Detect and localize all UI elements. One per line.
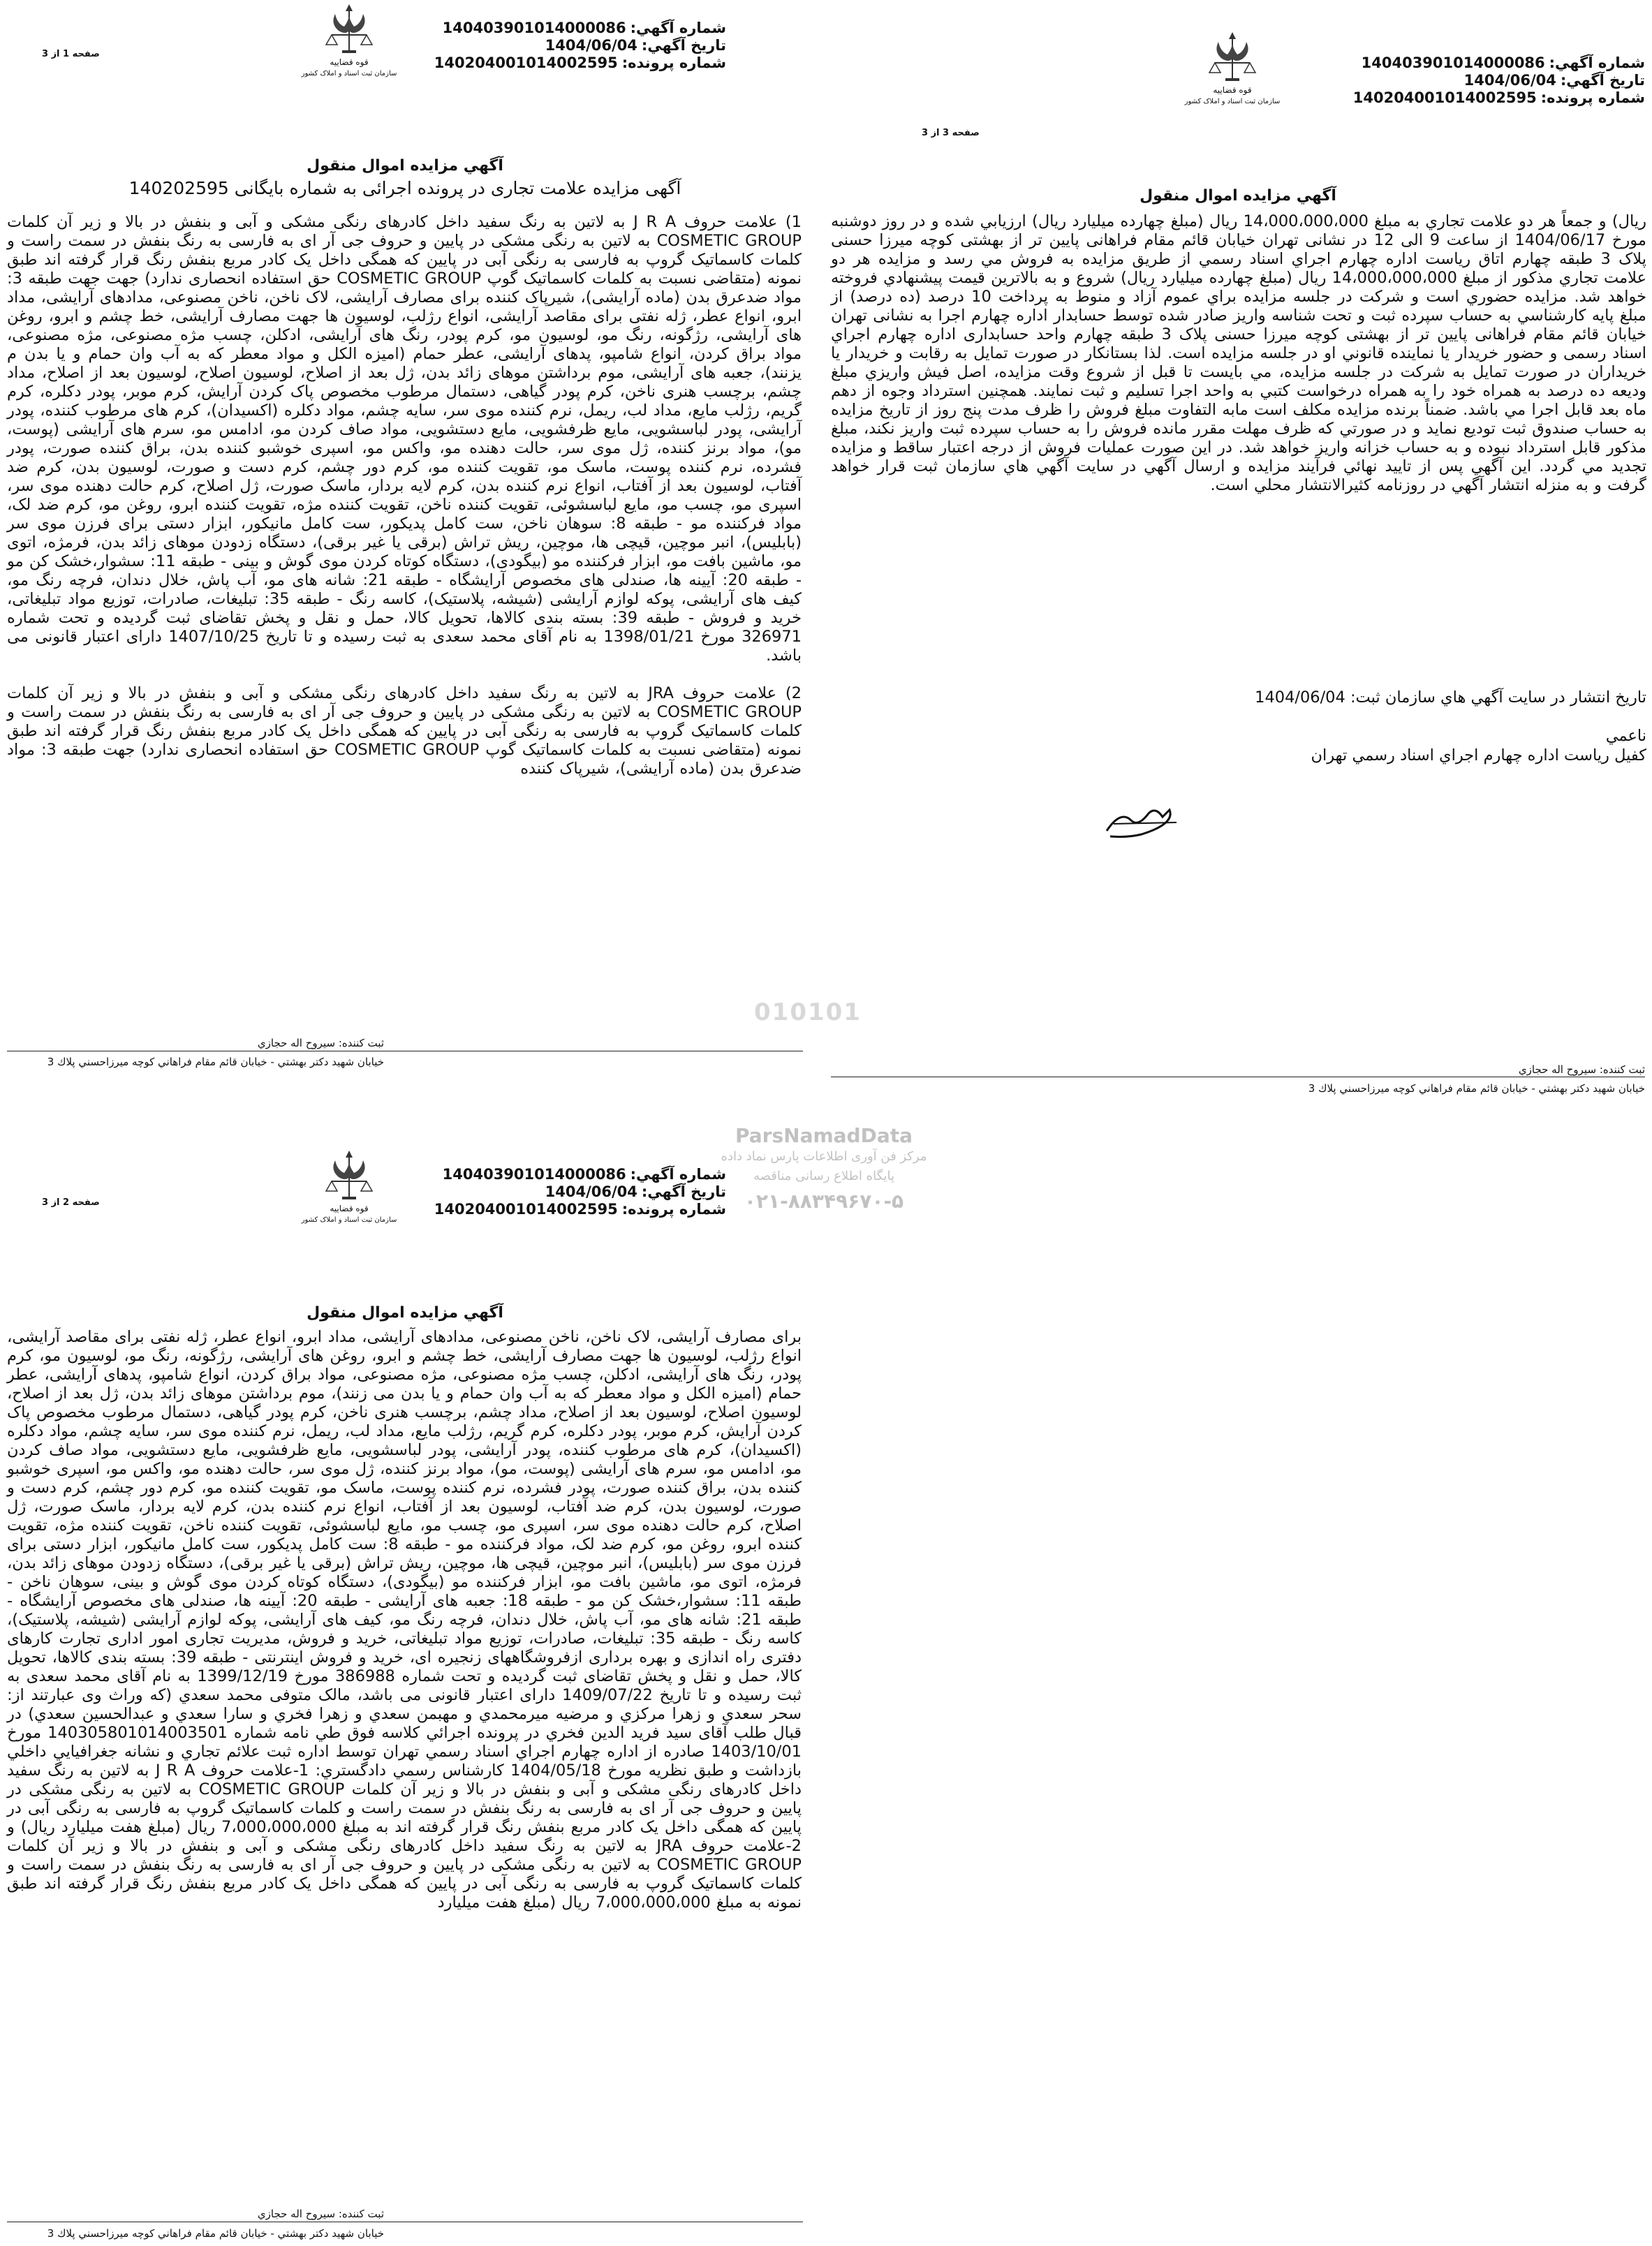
paragraph-1: برای مصارف آرایشی، لاک ناخن، ناخن مصنوعی، مدادهای آرایشی، مداد ابرو، انواع عطر، ژله نفتی برای مقاصد آرایشی، انواع رژلب، لوسیون ها جهت مصارف آرایشی، خط چشم و ابرو، روغن های آرایشی، رژگونه، رنگ مو، لوسیون مو، کرم پودر، رنگ های آرایشی، ادکلن، چسب مژه مصنوعی، مژه مصنوعی، مواد براق کردن، انواع شامپو، پدهای آرایشی، عطر حمام (امیزه الکل و مواد معطر که به آب وان حمام و یا بدن می زنند)، موم برداشتن موهای زائد بدن، ژل بعد از اصلاح، لوسیون اصلاح، لوسیون بعد از اصلاح، مداد چشم، برچسب هنری ناخن، کرم پودر گیاهی، دستمال مرطوب مخصوص پاک کردن آرایش، کرم موبر، پودر دکلره، کرم گریم، رژلب مایع، مداد لب، ریمل، نرم کننده موی سر، سایه چشم، مواد دکلره (اکسیدان)، کرم های مرطوب کننده، پودر آرایشی، پودر لباسشویی، مایع ظرفشویی، مایع دستشویی، مواد صاف کردن مو، ادامس مو، سرم های آرایشی (پوست، مو)، مواد برنز کننده، ژل موی سر، حالت دهنده مو، واکس مو، اسپری خوشبو کننده بدن، براق کننده صورت، پودر فشرده، نرم کننده پوست، ماسک مو، تقویت کننده مو، کرم دور چشم، کرم دست و صورت، لوسیون بدن، کرم ضد آفتاب، لوسیون بعد از آفتاب، انواع نرم کننده بدن، کرم لایه بردار، ماسک صورت، ژل اصلاح، کرم حالت دهنده موی سر، اسپری مو، چسب مو، مایع لباسشوئی، تقویت کننده ناخن، تقویت کننده مژه، تقویت کننده ابرو، روغن مو، کرم ضد لک، مواد فرکننده مو - طبقه 8: ست کامل پدیکور، ست کامل مانیکور، ابزار دستی برای فرزن موی سر (بابلیس)، انبر موچین، قیچی ها، موچین، ریش تراش (برقی یا غیر برقی)، دستگاه زدودن موهای زائد بدن، فرمژه، اتوی مو، ماشین بافت مو، ابزار فرکننده مو (بیگودی)، دستگاه کوتاه کردن موی گوش و بینی، سوهان ناخن - طبقه 11: سشوار،خشک کن مو - طبقه 18: جعبه های آرایشی - طبقه 20: آیینه ها، صندلی های مخصوص آرایشگاه - طبقه 21: شانه های مو، آب پاش، خلال دندان، فرچه رنگ مو، کیف های آرایشی، پوکه لوازم آرایشی (شیشه، پلاستیک)، کاسه رنگ - طبقه 35: تبلیغات، صادرات، توزیع مواد تبلیغاتی، خرید و فروش، مدیریت تجاری امور اداری تجارت کارهای دفتری راه اندازی و بهره برداری ازفروشگاههای زنجیره ای، خرید و فروش اینترنتی - طبقه 39: بسته بندی کالاها، تحویل کالا، حمل و نقل و پخش تقاضای ثبت گردیده و تحت شماره 386988 مورخ 1399/12/19 به نام آقای محمد سعدی به ثبت رسیده و تا تاریخ 1409/07/22 دارای اعتبار قانونی می باشد، مالک متوفی محمد سعدي (كه وراث وی عبارتند از: سحر سعدي و زهرا مرکزي و مرضيه ميرمحمدي و مهبمن سعدي و زهرا فخري و سارا سعدي و عبدالحسين سعدي) در قبال طلب آقای سید فريد الدين فخري در پرونده اجرائي كلاسه فوق طي نامه شماره 140305801014003501 مورخ 1403/10/01 صادره از اداره چهارم اجراي اسناد رسمي تهران توسط اداره ثبت علائم تجاري و نشانه جغرافيايي داخلي بازداشت و طبق نظريه مورخ 1404/05/18 كارشناس رسمي دادگستري: 1-علامت حروف J R A به لاتین به رنگ سفید داخل کادرهای رنگی مشکی و آبی و بنفش در بالا و زیر آن کلمات COSMETIC GROUP به لاتین به رنگی مشکی در پایین و حروف جی آر ای به فارسی به رنگ بنفش در سمت راست و کلمات کاسماتیک گروپ به فارسی به رنگی آبی در پایین که همگی داخل یک کادر مربع بنفش رنگ قرار گرفته اند به مبلغ 7،000،000،000 ريال (مبلغ هفت ميليارد ريال) و 2-علامت حروف JRA به لاتین به رنگ سفید داخل کادرهای رنگی مشکی و آبی و بنفش در بالا و زیر آن کلمات COSMETIC GROUP به لاتین به رنگی مشکی در پایین و حروف جی آر ای به فارسی به رنگ بنفش در سمت راست و کلمات کاسماتیک گروپ به فارسی به رنگی آبی در پایین که همگی داخل یک کادر مربع بنفش رنگ قرار گرفته اند طبق نمونه به مبلغ 7،000،000،000 ريال (مبلغ هفت ميليارد [7,1328,802,1912]
paragraph-1: 1) علامت حروف J R A به لاتین به رنگ سفید داخل کادرهای رنگی مشکی و آبی و بنفش در بالا و زیر آن کلمات COSMETIC GROUP به لاتین به رنگی مشکی در پایین و حروف جی آر ای به فارسی به رنگ بنفش در سمت راست و کلمات کاسماتیک گروپ به فارسی به رنگی آبی در پایین که همگی داخل یک کادر مربع بنفش رنگ قرار گرفته اند طبق نمونه (متقاضی نسبت به کلمات کاسماتیک گوپ COSMETIC GROUP حق استفاده انحصاری ندارد) جهت جهت طبقه 3: مواد ضدعرق بدن (ماده آرایشی)، شیرپاک کننده برای مصارف آرایشی، لاک ناخن، ناخن مصنوعی، مدادهای آرایشی، مداد ابرو، انواع عطر، ژله نفتی برای مقاصد آرایشی، انواع رژلب، لوسیون ها جهت مصارف آرایشی، خط چشم و ابرو، روغن های آرایشی، رژگونه، رنگ مو، لوسیون مو، کرم پودر، رنگ های آرایشی، ادکلن، چسب مژه مصنوعی، مژه مصنوعی، مواد براق کردن، انواع شامپو، پدهای آرایشی، عطر حمام (امیزه الکل و مواد معطر که به آب وان حمام و یا بدن م یزنند)، جعبه های آرایشی، موم برداشتن موهای زائد بدن، ژل بعد از اصلاح، لوسیون اصلاح، لوسیون بعد از اصلاح، مداد چشم، برچسب هنری ناخن، کرم پودر گیاهی، دستمال مرطوب مخصوص پاک کردن آرایش، کرم موبر، پودر دکلره، کرم گریم، رژلب مایع، مداد لب، ریمل، نرم کننده موی سر، سایه چشم، مواد دکلره (اکسیدان)، کرم های مرطوب کننده، پودر آرایشی، پودر لباسشویی، مایع ظرفشویی، مایع دستشویی، مواد صاف کردن مو، ادامس مو، سرم های آرایشی (پوست، مو)، مواد برنز کننده، ژل موی سر، حالت دهنده مو، واکس مو، اسپری خوشبو کننده بدن، براق کننده صورت، پودر فشرده، نرم کننده پوست، ماسک مو، تقویت کننده مو، کرم دور چشم، کرم دست و صورت، لوسیون بدن، کرم ضد آفتاب، لوسیون بعد از آفتاب، انواع نرم کننده بدن، کرم لایه بردار، ماسک صورت، ژل اصلاح، کرم حالت دهنده موی سر، اسپری مو، چسب مو، مایع لباسشوئی، تقویت کننده ناخن، تقویت کننده مژه، تقویت کننده ابرو، روغن مو، کرم ضد لک، مواد فرکننده مو - طبقه 8: سوهان ناخن، ست کامل پدیکور، ست کامل مانیکور، ابزار دستی برای فرزن موی سر (بابلیس)، انبر موچین، قیچی ها، موچین، ریش تراش (برقی یا غیر برقی)، دستگاه زدودن موهای زائد بدن، فرمژه، اتوی مو، ماشین بافت مو، ابزار فرکننده مو (بیگودی)، دستگاه کوتاه کردن موی گوش و بینی - طبقه 11: سشوار،خشک کن مو - طبقه 20: آیینه ها، صندلی های مخصوص آرایشگاه - طبقه 21: شانه های مو، آب پاش، خلال دندان، فرچه رنگ مو، کیف های آرایشی، پوکه لوازم آرایشی (شیشه، پلاستیک)، کاسه رنگ - طبقه 35: تبلیغات، صادرات، توزیع مواد تبلیغاتی، خرید و فروش - طبقه 39: بسته بندی کالاها، تحویل کالا، حمل و نقل و پخش تقاضای ثبت گردیده و تحت شماره 326971 مورخ 1398/01/21 به نام آقای محمد سعدی به ثبت رسیده و تا تاریخ 1407/10/25 دارای اعتبار قانونی می باشد. [7,213,802,665]
footer-address: خيابان شهيد دكتر بهشتي - خيابان قائم مقام فراهاني كوچه ميرزاحسني پلاك 3 [1308,1082,1645,1095]
judiciary-caption: قوه قضاییه [330,1204,369,1213]
watermark-brand: ParsNamadData [735,1124,913,1147]
header-fields [434,20,726,72]
notice-title: آگهي مزايده اموال منقول [307,157,503,175]
page-3-panel [824,0,1652,1103]
case-number-label: شماره پرونده: [1540,89,1645,106]
signer-title: كفيل رياست اداره چهارم اجراي اسناد رسمي تهران [1311,746,1646,764]
registrar [258,2208,384,2220]
ad-date-label: تاريخ آگهي: [1560,72,1645,89]
case-number-label: شماره پرونده: [621,1201,726,1218]
notice-title: آگهي مزايده اموال منقول [1140,187,1336,205]
header-fields [1352,54,1645,107]
watermark-digits: 010101 [754,998,862,1026]
registrar-name: سيروح اله حجازي [1518,1063,1597,1076]
registrar-label: ثبت كننده: [338,2208,384,2220]
publish-info [1255,688,1646,707]
watermark-line-1: مرکز فن آوری اطلاعات پارس نماد داده [721,1149,927,1164]
ad-number: 140403901014000086 [1361,54,1545,71]
signature-icon [1100,796,1183,845]
notice-body [7,1328,802,1931]
publish-date: 1404/06/04 [1255,688,1345,707]
ad-date-label: تاريخ آگهي: [641,37,726,54]
judiciary-caption: قوه قضاییه [330,57,369,67]
registrar-label: ثبت كننده: [1599,1063,1645,1076]
signer-name: ناعمي [1605,727,1646,745]
ad-number-label: شماره آگهي: [630,20,726,36]
case-number-label: شماره پرونده: [621,54,726,71]
ad-date-label: تاريخ آگهي: [641,1183,726,1200]
ad-number-label: شماره آگهي: [630,1166,726,1183]
footer-address: خيابان شهيد دكتر بهشتي - خيابان قائم مقام فراهاني كوچه ميرزاحسني پلاك 3 [47,2227,384,2240]
organization-name: سازمان ثبت اسناد و املاک کشور [301,70,397,77]
case-number: 140204001014002595 [1352,89,1537,106]
footer-address: خيابان شهيد دكتر بهشتي - خيابان قائم مقام فراهاني كوچه ميرزاحسني پلاك 3 [47,1056,384,1068]
notice-subtitle: آگهی مزایده علامت تجاری در پرونده اجرائی به شماره بایگانی 140202595 [128,178,681,198]
case-number: 140204001014002595 [434,54,618,71]
judiciary-caption: قوه قضاییه [1213,85,1252,95]
organization-name: سازمان ثبت اسناد و املاک کشور [1184,98,1281,105]
notice-body [831,212,1646,514]
registrar-name: سيروح اله حجازي [257,1037,336,1049]
registrar [1519,1063,1645,1076]
notice-body [7,213,802,797]
watermark-line-2: پایگاه اطلاع رسانی مناقصه [753,1169,895,1183]
watermark-phone: ۰۲۱-۸۸۳۴۹۶۷۰-۵ [744,1190,904,1213]
registrar-label: ثبت كننده: [338,1037,384,1049]
registrar-name: سيروح اله حجازي [257,2208,336,2220]
paragraph-1: ريال) و جمعاً هر دو علامت تجاري به مبلغ 14،000،000،000 ريال (مبلغ چهارده ميليارد ريال) ارزيابي شده و در روز دوشنبه مورخ 1404/06/17 از ساعت 9 الی 12 در نشانی تهران خيابان قائم مقام فراهانی پايين تر از بهشتی كوچه ميرزا حسنی پلاک 3 طبقه چهارم اتاق رياست اداره چهارم اجراي اسناد رسمي از طريق مزايده به فروش مي رسد و مزايده هر دو علامت تجاري مذكور از مبلغ 14،000،000،000 ريال (مبلغ چهارده ميليارد ريال) شروع و به بالاترين قيمت پيشنهادي فروخته خواهد شد. مزايده حضوري است و شركت در جلسه مزايده براي عموم آزاد و منوط به پرداخت 10 درصد (ده درصد) از مبلغ پايه كارشناسي به حساب سپرده ثبت و تحت شناسه واريز صادر شده توسط حسابدار اداره چهارم اجرا به نشانی تهران خيابان قائم مقام فراهانی پايين تر از بهشتی كوچه ميرزا حسنی پلاک 3 طبقه چهارم واحد حسابداری اداره چهارم اجراي اسناد رسمی و حضور خريدار يا نماينده قانوني او در جلسه مزايده است. لذا بستانكار در صورت تمايل به رقابت و خريدار يا خريداران در صورت تمايل به شركت در جلسه مزايده، مي بايست تا قبل از شروع وقت مزايده، اصل فيش واريزي مبلغ وديعه ده درصد به همراه خود را به همراه درخواست كتبي به واحد اجرا تسليم و ثبت نمايند. همچنين استرداد وجوه از دهم ماه بعد قابل اجرا مي باشد. ضمناً برنده مزايده مكلف است مابه التفاوت مبلغ فروش را ظرف مدت پنج روز از تاريخ مزايده به حساب صندوق ثبت توديع نمايد و در صورتي كه ظرف مهلت مقرر مانده فروش را به حساب سپرده ثبت واريز نكند، مبلغ مذكور قابل استرداد نبوده و به حساب خزانه واريز خواهد شد. در اين صورت عمليات فروش از درجه اعتبار ساقط و مزايده تجديد مي گردد. اين آگهي پس از تاييد نهائي فرآيند مزايده و ارسال آگهي در سايت آگهي هاي سازمان ثبت قرار خواهد گرفت و به منزله انتشار آگهي در روزنامه كثيرالانتشار محلي است. [831,212,1646,494]
organization-name: سازمان ثبت اسناد و املاک کشور [301,1216,397,1224]
notice-title: آگهي مزايده اموال منقول [307,1304,503,1322]
ad-date: 1404/06/04 [545,37,637,54]
ad-number: 140403901014000086 [442,20,626,36]
paragraph-2: 2) علامت حروف JRA به لاتین به رنگ سفید داخل کادرهای رنگی مشکی و آبی و بنفش در بالا و زیر آن کلمات COSMETIC GROUP به لاتین به رنگی مشکی در پایین و حروف جی آر ای به فارسی به رنگ بنفش در سمت راست و کلمات کاسماتیک گروپ به فارسی به رنگی آبی در پایین که همگی داخل یک کادر مربع بنفش رنگ قرار گرفته اند طبق نمونه (متقاضی نسبت به کلمات کاسماتیک گوپ COSMETIC GROUP حق استفاده انحصاری ندارد) جهت طبقه 3: مواد ضدعرق بدن (ماده آرایشی)، شیرپاک کننده [7,684,802,778]
page-number: صفحه 2 از 3 [42,1197,100,1208]
ad-number-label: شماره آگهي: [1549,54,1645,71]
parsnamad-watermark [698,991,950,1243]
page-number: صفحه 3 از 3 [922,128,980,138]
ad-date: 1404/06/04 [545,1183,637,1200]
header-fields [434,1166,726,1218]
registrar [258,1037,384,1049]
ad-date: 1404/06/04 [1463,72,1556,89]
page-1-panel [0,0,810,1089]
publish-label: تاريخ انتشار در سايت آگهي هاي سازمان ثبت: [1350,688,1646,707]
page-number: صفحه 1 از 3 [42,49,100,59]
case-number: 140204001014002595 [434,1201,618,1218]
ad-number: 140403901014000086 [442,1166,626,1183]
page-2-panel [0,1117,810,2246]
